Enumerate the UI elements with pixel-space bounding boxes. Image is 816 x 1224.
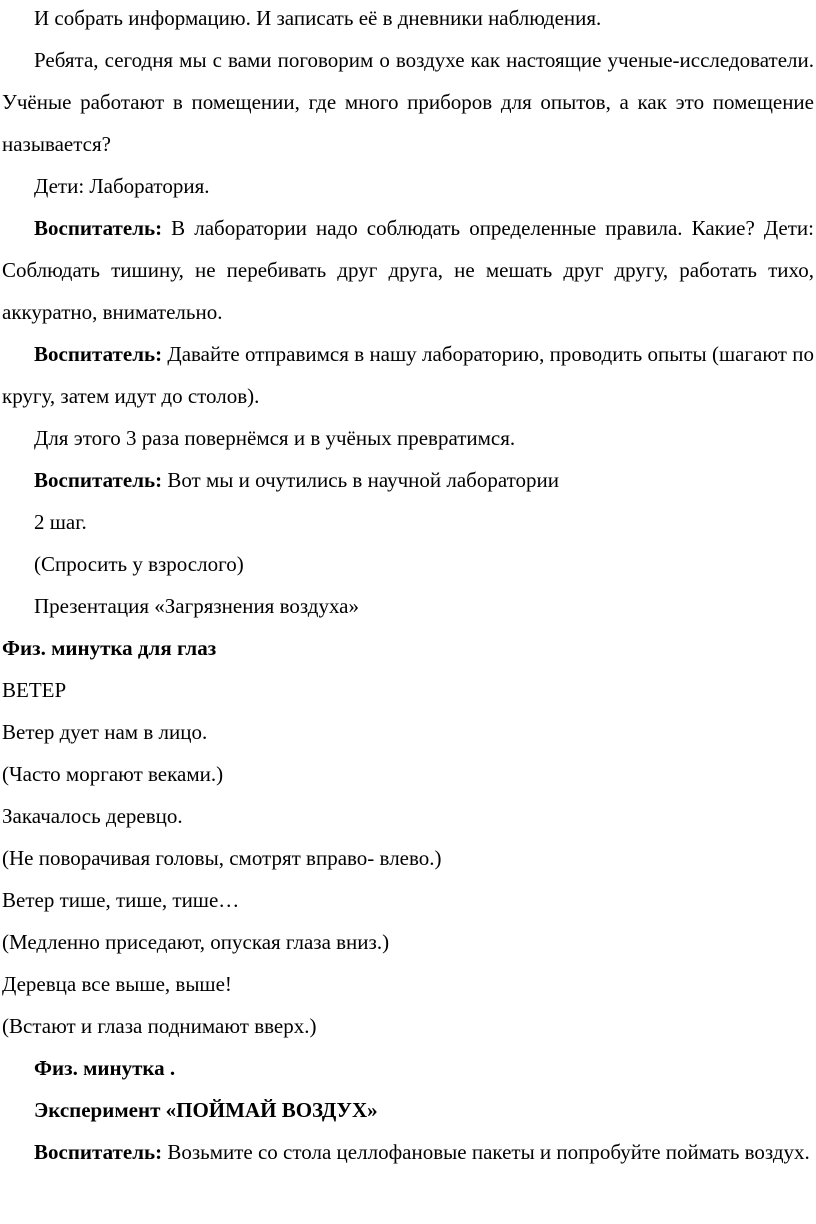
paragraph-text: И собрать информацию. И записать её в дневники наблюдения.	[34, 6, 602, 30]
heading-text: Эксперимент «ПОЙМАЙ ВОЗДУХ»	[34, 1098, 378, 1122]
paragraph-1	[2, 0, 814, 39]
speaker-label: Воспитатель:	[34, 468, 163, 492]
paragraph-text: (Спросить у взрослого)	[34, 552, 244, 576]
paragraph-text: (Не поворачивая головы, смотрят вправо- влево.)	[2, 846, 442, 870]
paragraph-text: Давайте отправимся в нашу лабораторию, проводить опыты (шагают по кругу, затем идут до столов).	[2, 342, 814, 408]
paragraph-text: Деревца все выше, выше!	[2, 972, 232, 996]
heading-text: Физ. минутка .	[34, 1056, 176, 1080]
paragraph-2	[2, 39, 814, 165]
paragraph-text: (Часто моргают веками.)	[2, 762, 224, 786]
speaker-label: Воспитатель:	[34, 216, 163, 240]
section-heading-experiment	[2, 1089, 814, 1131]
paragraph-10	[2, 585, 814, 627]
poem-instruction-1	[2, 753, 814, 795]
paragraph-3	[2, 165, 814, 207]
paragraph-4	[2, 207, 814, 333]
poem-instruction-4	[2, 1005, 814, 1047]
paragraph-text: Ребята, сегодня мы с вами поговорим о воздухе как настоящие ученые-исследователи. Учёные работают в помещении, где много приборов для опытов, а как это помещение называется?	[2, 48, 814, 156]
poem-instruction-3	[2, 921, 814, 963]
paragraph-text: Ветер дует нам в лицо.	[2, 720, 208, 744]
speaker-label: Воспитатель:	[34, 342, 163, 366]
poem-line-4	[2, 963, 814, 1005]
heading-text: Физ. минутка для глаз	[2, 636, 217, 660]
paragraph-text: Возьмите со стола целлофановые пакеты и попробуйте поймать воздух.	[162, 1140, 810, 1164]
paragraph-text: (Медленно приседают, опуская глаза вниз.)	[2, 930, 390, 954]
poem-line-2	[2, 795, 814, 837]
paragraph-text: Для этого 3 раза повернёмся и в учёных превратимся.	[34, 426, 516, 450]
speaker-label: Воспитатель:	[34, 1140, 163, 1164]
paragraph-5	[2, 333, 814, 417]
paragraph-9	[2, 543, 814, 585]
paragraph-text: В лаборатории надо соблюдать определенные правила. Какие? Дети: Соблюдать тишину, не перебивать друг друга, не мешать друг другу, работать тихо, аккуратно, внимательно.	[2, 216, 814, 324]
paragraph-text: Закачалось деревцо.	[2, 804, 183, 828]
paragraph-8	[2, 501, 814, 543]
paragraph-7	[2, 459, 814, 501]
poem-title	[2, 669, 814, 711]
paragraph-last	[2, 1131, 814, 1173]
paragraph-text: 2 шаг.	[34, 510, 87, 534]
paragraph-text: ВЕТЕР	[2, 678, 67, 702]
section-heading-exercise	[2, 1047, 814, 1089]
paragraph-text: Дети: Лаборатория.	[34, 174, 210, 198]
paragraph-text: Презентация «Загрязнения воздуха»	[34, 594, 360, 618]
section-heading-eye-exercise	[2, 627, 814, 669]
poem-line-1	[2, 711, 814, 753]
paragraph-text: Вот мы и очутились в научной лаборатории	[162, 468, 560, 492]
paragraph-6	[2, 417, 814, 459]
paragraph-text: (Встают и глаза поднимают вверх.)	[2, 1014, 317, 1038]
poem-line-3	[2, 879, 814, 921]
poem-instruction-2	[2, 837, 814, 879]
paragraph-text: Ветер тише, тише, тише…	[2, 888, 240, 912]
